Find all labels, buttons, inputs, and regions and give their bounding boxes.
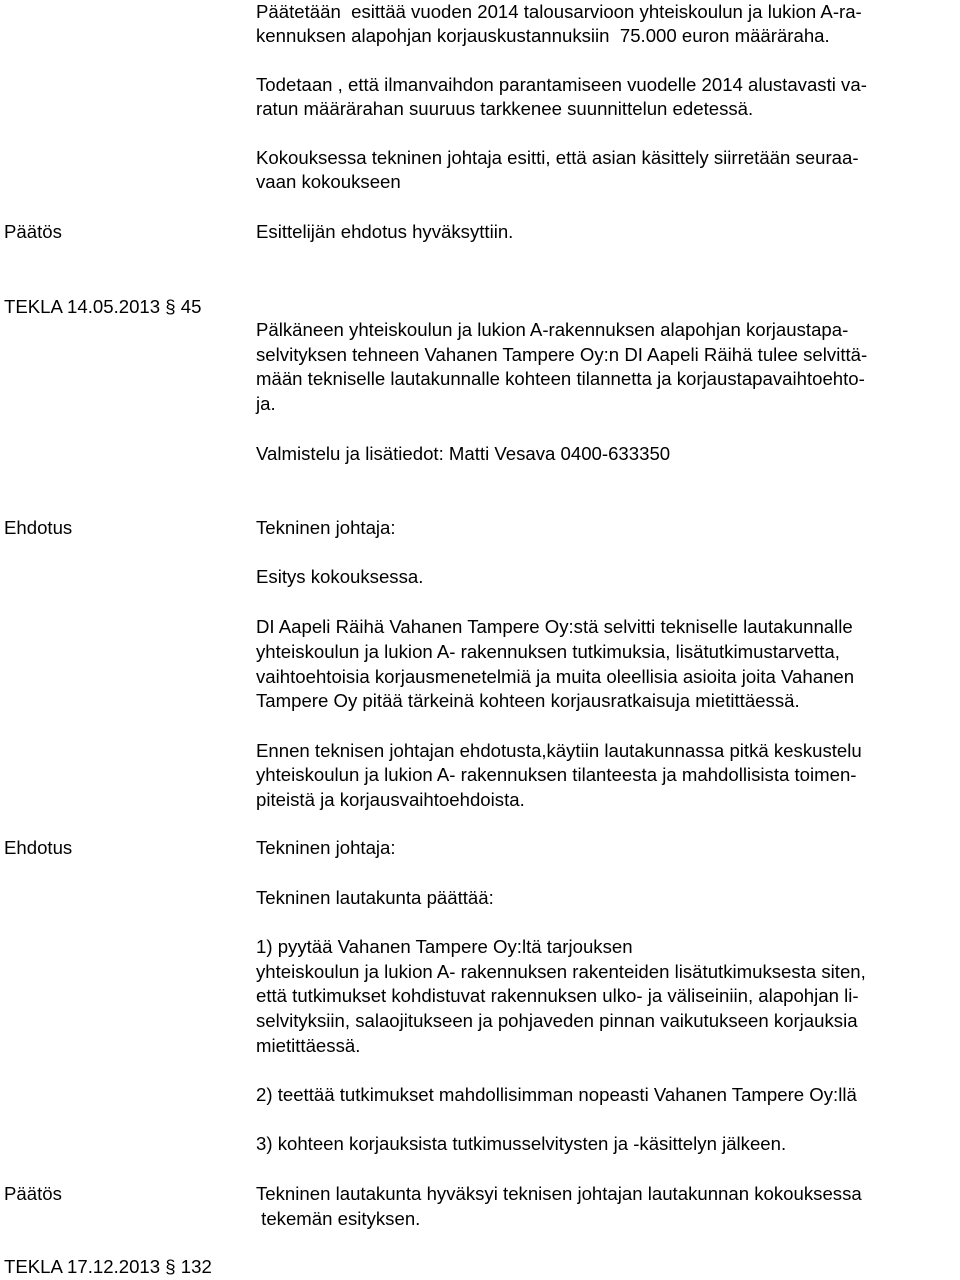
section-line-1: Pälkäneen yhteiskoulun ja lukion A-rakennuksen alapohjan korjaustapa- bbox=[256, 319, 849, 340]
discussion-line-2: yhteiskoulun ja lukion A- rakennuksen tutkimuksia, lisätutkimustarvetta, bbox=[256, 641, 840, 662]
proposal-item-3: 3) kohteen korjauksista tutkimusselvitysten ja -käsittelyn jälkeen. bbox=[256, 1133, 787, 1154]
footer-section-header: TEKLA 17.12.2013 § 132 bbox=[4, 1256, 212, 1277]
discussion-line-4: Tampere Oy pitää tärkeinä kohteen korjausratkaisuja mietittäessä. bbox=[256, 690, 800, 711]
decision-text: Tekninen lautakunta hyväksyi teknisen johtajan lautakunnan kokouksessa bbox=[256, 1183, 862, 1204]
proposal-label: Ehdotus bbox=[4, 837, 73, 858]
intro-line-4: ratun määrärahan suuruus tarkkenee suunnittelun edetessä. bbox=[256, 98, 754, 119]
section-line-4: ja. bbox=[256, 393, 276, 414]
decision-label: Päätös bbox=[4, 1183, 62, 1204]
discussion-line-1: DI Aapeli Räihä Vahanen Tampere Oy:stä selvitti tekniselle lautakunnalle bbox=[256, 616, 853, 637]
proposal-item-2: 2) teettää tutkimukset mahdollisimman nopeasti Vahanen Tampere Oy:llä bbox=[256, 1084, 857, 1105]
discussion-line-3: vaihtoehtoisia korjausmenetelmiä ja muita oleellisia asioita joita Vahanen bbox=[256, 666, 855, 687]
intro-line-2: kennuksen alapohjan korjauskustannuksiin 75.000 euron määräraha. bbox=[256, 25, 830, 46]
section-line-2: selvityksen tehneen Vahanen Tampere Oy:n DI Aapeli Räihä tulee selvittä- bbox=[256, 344, 868, 365]
discussion-line-7: piteistä ja korjausvaihtoehdoista. bbox=[256, 789, 525, 810]
section-header: TEKLA 14.05.2013 § 45 bbox=[4, 296, 202, 317]
proposal-author: Tekninen johtaja: bbox=[256, 837, 396, 858]
proposal-label: Ehdotus bbox=[4, 517, 73, 538]
discussion-line-5: Ennen teknisen johtajan ehdotusta,käytiin lautakunnassa pitkä keskustelu bbox=[256, 740, 862, 761]
proposal-item-1: 1) pyytää Vahanen Tampere Oy:ltä tarjouksen bbox=[256, 936, 633, 957]
section-line-3: mään tekniselle lautakunnalle kohteen tilannetta ja korjaustapavaihtoehto- bbox=[256, 368, 865, 389]
proposal-item-1-line-5: mietittäessä. bbox=[256, 1035, 361, 1056]
proposal-item-1-line-2: yhteiskoulun ja lukion A- rakennuksen rakenteiden lisätutkimuksesta siten, bbox=[256, 961, 866, 982]
intro-line-5: Kokouksessa tekninen johtaja esitti, että asian käsittely siirretään seuraa- bbox=[256, 147, 859, 168]
intro-line-6: vaan kokoukseen bbox=[256, 171, 401, 192]
proposal-item-1-line-4: selvityksiin, salaojitukseen ja pohjaveden pinnan vaikutukseen korjauksia bbox=[256, 1010, 858, 1031]
decision-text-line-2: tekemän esityksen. bbox=[256, 1208, 421, 1229]
preparation-info: Valmistelu ja lisätiedot: Matti Vesava 0400-633350 bbox=[256, 443, 671, 464]
proposal-item-1-line-3: että tutkimukset kohdistuvat rakennuksen ulko- ja väliseiniin, alapohjan li- bbox=[256, 985, 859, 1006]
proposal-heading: Tekninen lautakunta päättää: bbox=[256, 887, 494, 908]
discussion-line-6: yhteiskoulun ja lukion A- rakennuksen tilanteesta ja mahdollisista toimen- bbox=[256, 764, 857, 785]
proposal-text: Esitys kokouksessa. bbox=[256, 566, 424, 587]
intro-line-1: Päätetään esittää vuoden 2014 talousarvioon yhteiskoulun ja lukion A-ra- bbox=[256, 1, 862, 22]
proposal-author: Tekninen johtaja: bbox=[256, 517, 396, 538]
decision-label: Päätös bbox=[4, 221, 62, 242]
intro-line-3: Todetaan , että ilmanvaihdon parantamiseen vuodelle 2014 alustavasti va- bbox=[256, 74, 867, 95]
decision-text: Esittelijän ehdotus hyväksyttiin. bbox=[256, 221, 514, 242]
